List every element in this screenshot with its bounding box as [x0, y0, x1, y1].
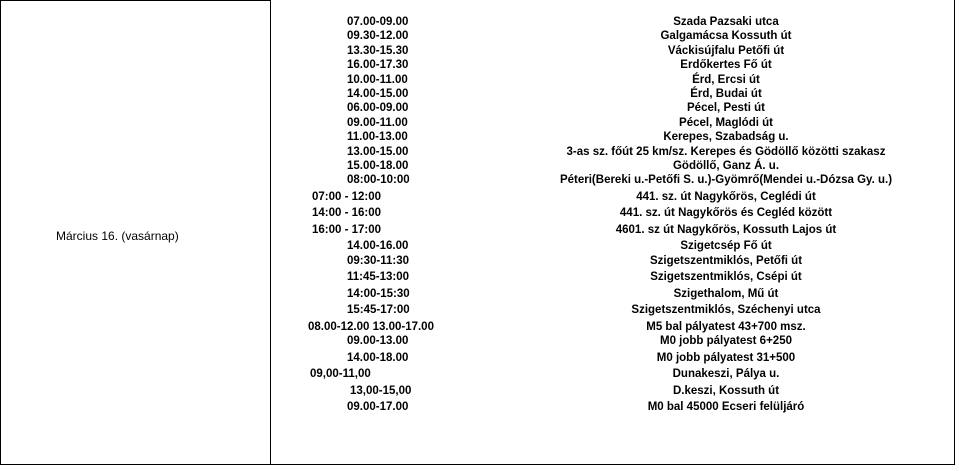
table-row: [271, 73, 954, 87]
row-time: 08.00-12.00 13.00-17.00: [308, 320, 434, 333]
row-location: Érd, Ercsi út: [692, 73, 760, 86]
row-time: 14.00-18.00: [347, 351, 409, 364]
table-row: [271, 116, 954, 130]
table-row: [271, 223, 954, 240]
table-row: [271, 334, 954, 351]
row-location: Szigetszentmiklós, Csépi út: [650, 271, 802, 284]
row-time: 09.30-12.00: [347, 30, 409, 43]
row-time: 16:00 - 17:00: [312, 223, 382, 236]
table-row: [271, 303, 954, 320]
table-row: [271, 239, 954, 253]
table-row: [271, 173, 954, 190]
row-location: Érd, Budai út: [690, 87, 762, 100]
row-time: 09.00-17.00: [347, 401, 409, 414]
date-label: Március 16. (vasárnap): [56, 229, 179, 243]
row-location: 3-as sz. főút 25 km/sz. Kerepes és Gödöllő közötti szakasz: [566, 145, 886, 158]
table-row: [271, 87, 954, 101]
row-time: 09.00-13.00: [347, 335, 409, 348]
row-location: Szigetszentmiklós, Széchenyi utca: [631, 304, 821, 317]
row-location: Pécel, Maglódi út: [679, 116, 773, 129]
row-location: Gödöllő, Ganz Á. u.: [672, 159, 780, 172]
table-row: [271, 159, 954, 173]
row-location: M0 bal 45000 Ecseri felüljáró: [647, 401, 805, 414]
row-location: 441. sz. út Nagykőrös és Cegléd között: [619, 207, 833, 220]
table-row: [271, 320, 954, 334]
row-time: 15:45-17:00: [347, 304, 410, 317]
row-location: Váckisújfalu Petőfi út: [667, 44, 785, 57]
row-location: D.keszi, Kossuth út: [672, 384, 780, 397]
table-bottom-border: [271, 464, 955, 465]
table-row: [271, 44, 954, 58]
row-location: 4601. sz út Nagykőrös, Kossuth Lajos út: [615, 223, 837, 236]
row-location: M5 bal pályatest 43+700 msz.: [646, 320, 806, 333]
row-time: 14:00 - 16:00: [312, 207, 382, 220]
schedule-rows: [271, 15, 954, 414]
row-location: Szigetszentmiklós, Petőfi út: [649, 254, 803, 267]
table-right-border: [954, 0, 955, 465]
row-location: Pécel, Pesti út: [687, 102, 765, 115]
row-location: Szigethalom, Mű út: [673, 287, 779, 300]
row-time: 13.00-15.00: [347, 145, 409, 158]
table-row: [271, 15, 954, 29]
row-location: Erdőkertes Fő út: [680, 59, 772, 72]
row-location: Szada Pazsaki utca: [673, 16, 779, 28]
table-row: [271, 29, 954, 43]
row-time: 11:45-13:00: [347, 271, 410, 284]
table-row: [271, 206, 954, 223]
row-time: 09,00-11,00: [310, 368, 371, 381]
table-row: [271, 400, 954, 414]
table-row: [271, 351, 954, 368]
row-time: 07.00-09.00: [347, 16, 409, 28]
table-row: [271, 130, 954, 144]
row-location: Galgamácsa Kossuth út: [660, 30, 792, 43]
table-row: [271, 254, 954, 271]
row-location: 441. sz. út Nagykőrös, Ceglédi út: [636, 190, 816, 203]
row-location: Szigetcsép Fő út: [680, 240, 772, 253]
row-time: 07:00 - 12:00: [312, 190, 382, 203]
row-time: 09:30-11:30: [347, 254, 410, 267]
date-cell: [0, 0, 271, 465]
row-time: 14.00-15.00: [347, 87, 409, 100]
table-row: [271, 367, 954, 384]
table-row: [271, 58, 954, 72]
row-time: 06.00-09.00: [347, 102, 409, 115]
row-time: 10.00-11.00: [347, 73, 408, 86]
row-time: 16.00-17.30: [347, 59, 409, 72]
table-row: [271, 190, 954, 207]
table-row: [271, 145, 954, 159]
row-time: 08:00-10:00: [347, 174, 410, 187]
row-time: 11.00-13.00: [347, 131, 408, 144]
row-location: Dunakeszi, Pálya u.: [672, 368, 780, 381]
row-location: M0 jobb pályatest 31+500: [656, 351, 796, 364]
row-time: 09.00-11.00: [347, 116, 408, 129]
row-location: Péteri(Bereki u.-Petőfi S. u.)-Gyömrő(Mendei u.-Dózsa Gy. u.): [559, 174, 893, 187]
row-location: Kerepes, Szabadság u.: [663, 131, 789, 144]
table-row: [271, 287, 954, 304]
row-location: M0 jobb pályatest 6+250: [660, 335, 792, 348]
row-time: 14:00-15:30: [347, 287, 410, 300]
row-time: 14.00-16.00: [347, 240, 409, 253]
row-time: 13.30-15.30: [347, 44, 409, 57]
table-row: [271, 270, 954, 287]
table-row: [271, 101, 954, 115]
row-time: 15.00-18.00: [347, 159, 409, 172]
table-row: [271, 384, 954, 401]
row-time: 13,00-15,00: [350, 384, 412, 397]
